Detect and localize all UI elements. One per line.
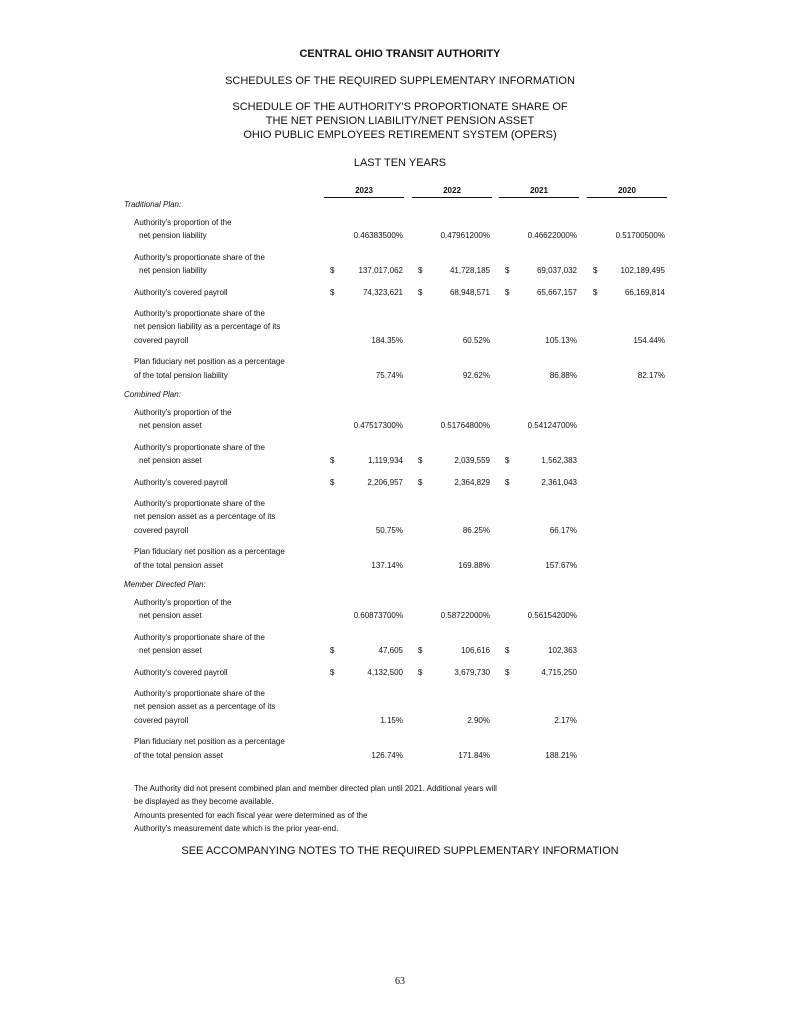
row-label <box>134 666 334 679</box>
note-line: The Authority did not present combined plan and member directed plan until 2021. Additional years will <box>134 784 497 793</box>
row-label <box>134 216 334 243</box>
row-label-line: Authority's proportion of the <box>134 598 232 607</box>
row-label <box>134 406 334 433</box>
row-label-line: Authority's proportion of the <box>134 218 232 227</box>
table-cell: 75.74% <box>375 370 403 380</box>
table-cell: 2,361,043 <box>541 477 577 487</box>
table-cell: 102,363 <box>548 646 577 656</box>
table-cell: 65,667,157 <box>536 287 577 297</box>
row-label-line: Authority's covered payroll <box>134 287 228 297</box>
table-cell: 0.47961200% <box>440 231 490 241</box>
table-cell: 4,132,500 <box>367 667 403 677</box>
row-label-line: Authority's proportionate share of the <box>134 442 265 452</box>
row-label-line: Authority's proportionate share of the <box>134 309 265 318</box>
currency-symbol: $ <box>330 287 335 297</box>
table-cell: 41,728,185 <box>449 266 490 276</box>
table-cell: 0.56154200% <box>527 611 577 621</box>
row-label-line: Plan fiduciary net position as a percentage <box>134 547 285 557</box>
table-cell: 184.35% <box>371 335 403 345</box>
row-label-line: covered payroll <box>134 525 189 535</box>
table-cell: 82.17% <box>637 370 665 380</box>
row-label-line: Authority's proportionate share of the <box>134 632 265 642</box>
row-label-line: covered payroll <box>134 335 189 345</box>
table-cell: 66,169,814 <box>624 287 665 297</box>
note-line: be displayed as they become available. <box>134 797 274 807</box>
row-label-line: Authority's covered payroll <box>134 477 228 487</box>
table-cell: 0.60873700% <box>353 611 403 621</box>
row-label-line: Authority's proportion of the <box>134 408 232 417</box>
agency-title: CENTRAL OHIO TRANSIT AUTHORITY <box>299 48 501 60</box>
table-cell: 0.47517300% <box>353 421 403 431</box>
table-cell: 4,715,250 <box>541 667 577 677</box>
row-label <box>134 687 334 727</box>
period-title: LAST TEN YEARS <box>353 157 447 169</box>
table-cell: 154.44% <box>633 335 665 345</box>
currency-symbol: $ <box>330 266 335 276</box>
currency-symbol: $ <box>418 477 423 487</box>
table-cell: 2.17% <box>554 715 577 725</box>
row-label-line: net pension asset <box>139 611 202 621</box>
table-cell: 68,948,571 <box>449 287 490 297</box>
currency-symbol: $ <box>505 287 510 297</box>
table-cell: 169.88% <box>458 560 490 570</box>
table-cell: 106,616 <box>461 646 490 656</box>
currency-symbol: $ <box>418 667 423 677</box>
table-cell: 1,119,934 <box>368 456 403 466</box>
table-cell: 105.13% <box>545 335 577 345</box>
currency-symbol: $ <box>330 646 335 656</box>
row-label <box>134 307 334 347</box>
row-label-line: Plan fiduciary net position as a percentage <box>134 737 285 747</box>
row-label <box>134 735 334 762</box>
currency-symbol: $ <box>505 646 510 656</box>
row-label-line: net pension asset <box>139 646 202 656</box>
table-cell: 2.90% <box>467 715 490 725</box>
row-label-line: Plan fiduciary net position as a percentage <box>134 357 285 367</box>
row-label <box>134 631 334 658</box>
row-label <box>134 251 334 278</box>
table-cell: 47,605 <box>378 646 403 656</box>
table-cell: 50.75% <box>375 525 403 535</box>
section-title: Member Directed Plan: <box>124 580 206 589</box>
table-cell: 2,206,957 <box>367 477 403 487</box>
table-cell: 60.52% <box>462 335 490 345</box>
table-cell: 137,017,062 <box>358 266 403 276</box>
year-header-2022: 2022 <box>412 186 492 198</box>
currency-symbol: $ <box>418 456 423 466</box>
table-cell: 2,364,829 <box>454 477 490 487</box>
table-cell: 66.17% <box>549 525 577 535</box>
table-cell: 102,189,495 <box>620 266 665 276</box>
schedule-title-line3: OHIO PUBLIC EMPLOYEES RETIREMENT SYSTEM (OPERS) <box>243 129 557 141</box>
table-cell: 171.84% <box>458 750 490 760</box>
row-label-line: net pension liability <box>139 266 207 276</box>
section-title: Combined Plan: <box>124 390 181 399</box>
row-label <box>134 476 334 489</box>
currency-symbol: $ <box>330 667 335 677</box>
footer-note: SEE ACCOMPANYING NOTES TO THE REQUIRED SUPPLEMENTARY INFORMATION <box>181 845 619 857</box>
row-label-line: net pension asset as a percentage of its <box>134 702 276 712</box>
table-cell: 157.67% <box>545 560 577 570</box>
table-cell: 74,323,621 <box>362 287 403 297</box>
row-label <box>134 286 334 299</box>
currency-symbol: $ <box>418 646 423 656</box>
row-label <box>134 545 334 572</box>
table-cell: 69,037,032 <box>536 266 577 276</box>
table-cell: 188.21% <box>545 750 577 760</box>
row-label-line: net pension liability <box>139 231 207 241</box>
currency-symbol: $ <box>593 287 598 297</box>
currency-symbol: $ <box>330 477 335 487</box>
schedule-title-line2: THE NET PENSION LIABILITY/NET PENSION ASSET <box>265 115 535 127</box>
table-cell: 1.15% <box>380 715 403 725</box>
currency-symbol: $ <box>418 266 423 276</box>
row-label-line: Authority's proportionate share of the <box>134 499 265 508</box>
table-cell: 0.58722000% <box>440 611 490 621</box>
row-label-line: of the total pension asset <box>134 750 223 760</box>
row-label <box>134 355 334 382</box>
table-cell: 0.51700500% <box>615 231 665 241</box>
table-cell: 0.46383500% <box>353 231 403 241</box>
page-number: 63 <box>395 976 405 987</box>
row-label <box>134 596 334 623</box>
table-cell: 86.88% <box>549 370 577 380</box>
row-label-line: covered payroll <box>134 715 189 725</box>
row-label <box>134 441 334 468</box>
row-label-line: net pension asset as a percentage of its <box>134 512 276 522</box>
currency-symbol: $ <box>593 266 598 276</box>
row-label-line: net pension asset <box>139 421 202 431</box>
section-title: Traditional Plan: <box>124 200 182 209</box>
note-line: Amounts presented for each fiscal year were determined as of the <box>134 810 368 820</box>
currency-symbol: $ <box>418 287 423 297</box>
currency-symbol: $ <box>505 266 510 276</box>
table-cell: 137.14% <box>371 560 403 570</box>
row-label-line: net pension liability as a percentage of its <box>134 322 281 332</box>
row-label-line: of the total pension liability <box>134 370 228 380</box>
row-label-line: Authority's covered payroll <box>134 667 228 677</box>
table-cell: 3,679,730 <box>454 667 490 677</box>
currency-symbol: $ <box>330 456 335 466</box>
year-header-2023: 2023 <box>324 186 404 198</box>
row-label-line: Authority's proportionate share of the <box>134 689 265 698</box>
currency-symbol: $ <box>505 667 510 677</box>
note-line: Authority's measurement date which is the prior year-end. <box>134 823 339 833</box>
table-cell: 126.74% <box>371 750 403 760</box>
row-label-line: of the total pension asset <box>134 560 223 570</box>
table-cell: 0.51764800% <box>440 421 490 431</box>
table-cell: 1,562,383 <box>541 456 577 466</box>
currency-symbol: $ <box>505 477 510 487</box>
schedules-title: SCHEDULES OF THE REQUIRED SUPPLEMENTARY INFORMATION <box>225 75 575 87</box>
row-label-line: Authority's proportionate share of the <box>134 252 265 262</box>
table-cell: 0.46622000% <box>527 231 577 241</box>
row-label <box>134 497 334 537</box>
table-cell: 92.62% <box>462 370 490 380</box>
table-cell: 2,039,559 <box>454 456 490 466</box>
table-cell: 86.25% <box>462 525 490 535</box>
table-cell: 0.54124700% <box>527 421 577 431</box>
year-header-2020: 2020 <box>587 186 667 198</box>
schedule-title-line1: SCHEDULE OF THE AUTHORITY'S PROPORTIONATE SHARE OF <box>232 101 568 113</box>
row-label-line: net pension asset <box>139 456 202 466</box>
currency-symbol: $ <box>505 456 510 466</box>
year-header-2021: 2021 <box>499 186 579 198</box>
